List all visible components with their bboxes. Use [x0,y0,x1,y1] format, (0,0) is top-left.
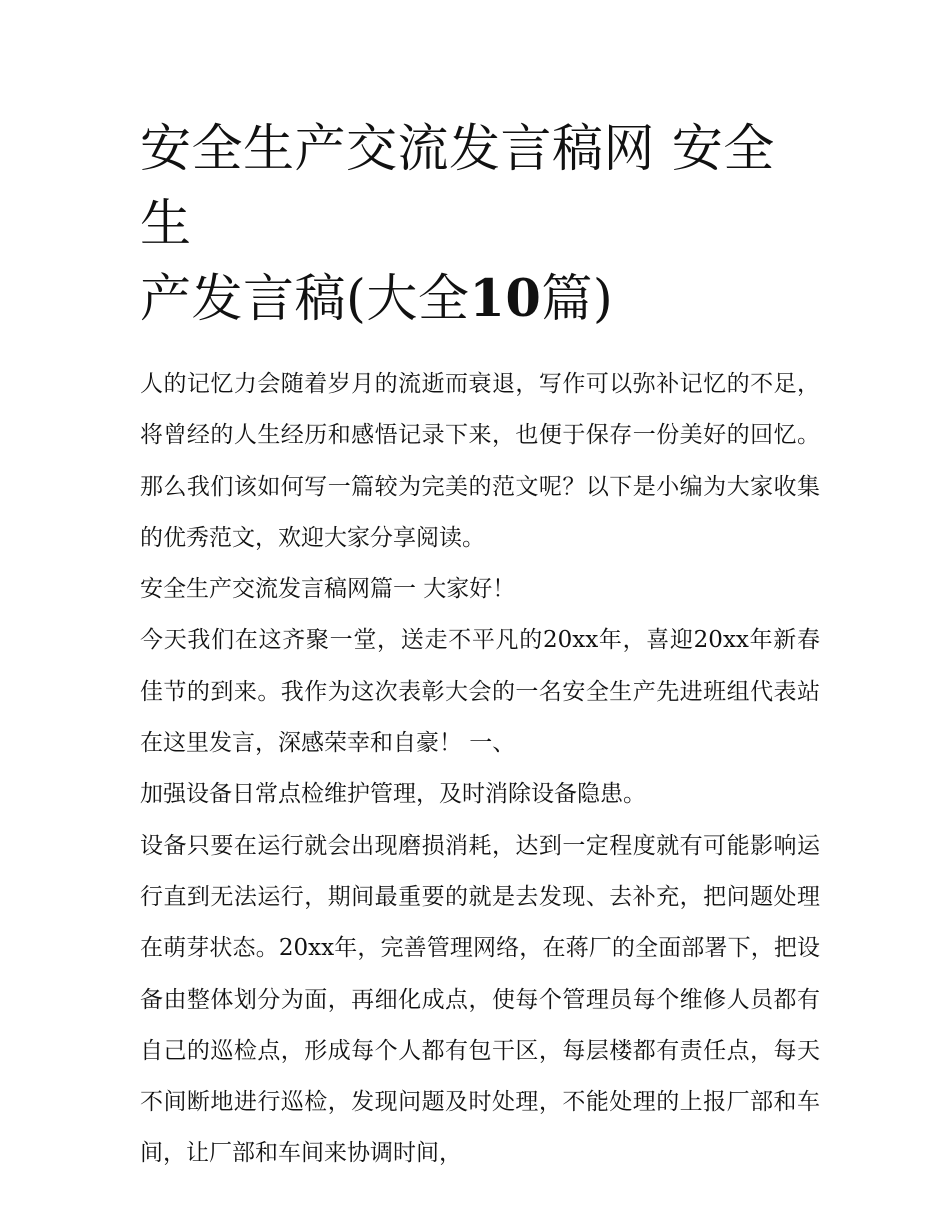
point-one-paragraph: 加强设备日常点检维护管理，及时消除设备隐患。 [140,781,646,808]
title-line-1: 安全生产交流发言稿网 安全生 [140,120,775,254]
equipment-paragraph: 设备只要在运行就会出现磨损消耗，达到一定程度就有可能影响运行直到无法运行，期间最重要的就是去发现、去补充，把问题处理在萌芽状态。20xx年，完善管理网络，在蒋厂的全面部署下，把设备由整体划分为面，再细化成点，使每个管理员每个维修人员都有自己的巡检点，形成每个人都有包干区，每层楼都有责任点，每天不间断地进行巡检，发现问题及时处理，不能处理的上报厂部和车间，让厂部和车间来协调时间， [140,832,820,1167]
section-heading-paragraph: 安全生产交流发言稿网篇一 大家好！ [140,576,516,603]
title-line-2-suffix: 篇) [541,270,614,329]
title-number: 10 [469,269,542,329]
greeting-paragraph: 今天我们在这齐聚一堂，送走不平凡的20xx年，喜迎20xx年新春佳节的到来。我作为这次表彰大会的一名安全生产先进班组代表站在这里发言，深感荣幸和自豪！ 一、 [140,627,820,757]
document-body [140,359,820,1180]
title-line-2-prefix: 产发言稿(大全 [140,270,470,329]
intro-paragraph: 人的记忆力会随着岁月的流逝而衰退，写作可以弥补记忆的不足，将曾经的人生经历和感悟记录下来，也便于保存一份美好的回忆。那么我们该如何写一篇较为完美的范文呢？以下是小编为大家收集的优秀范文，欢迎大家分享阅读。 [140,371,820,551]
document-title [140,112,820,337]
document-content [140,112,820,1180]
